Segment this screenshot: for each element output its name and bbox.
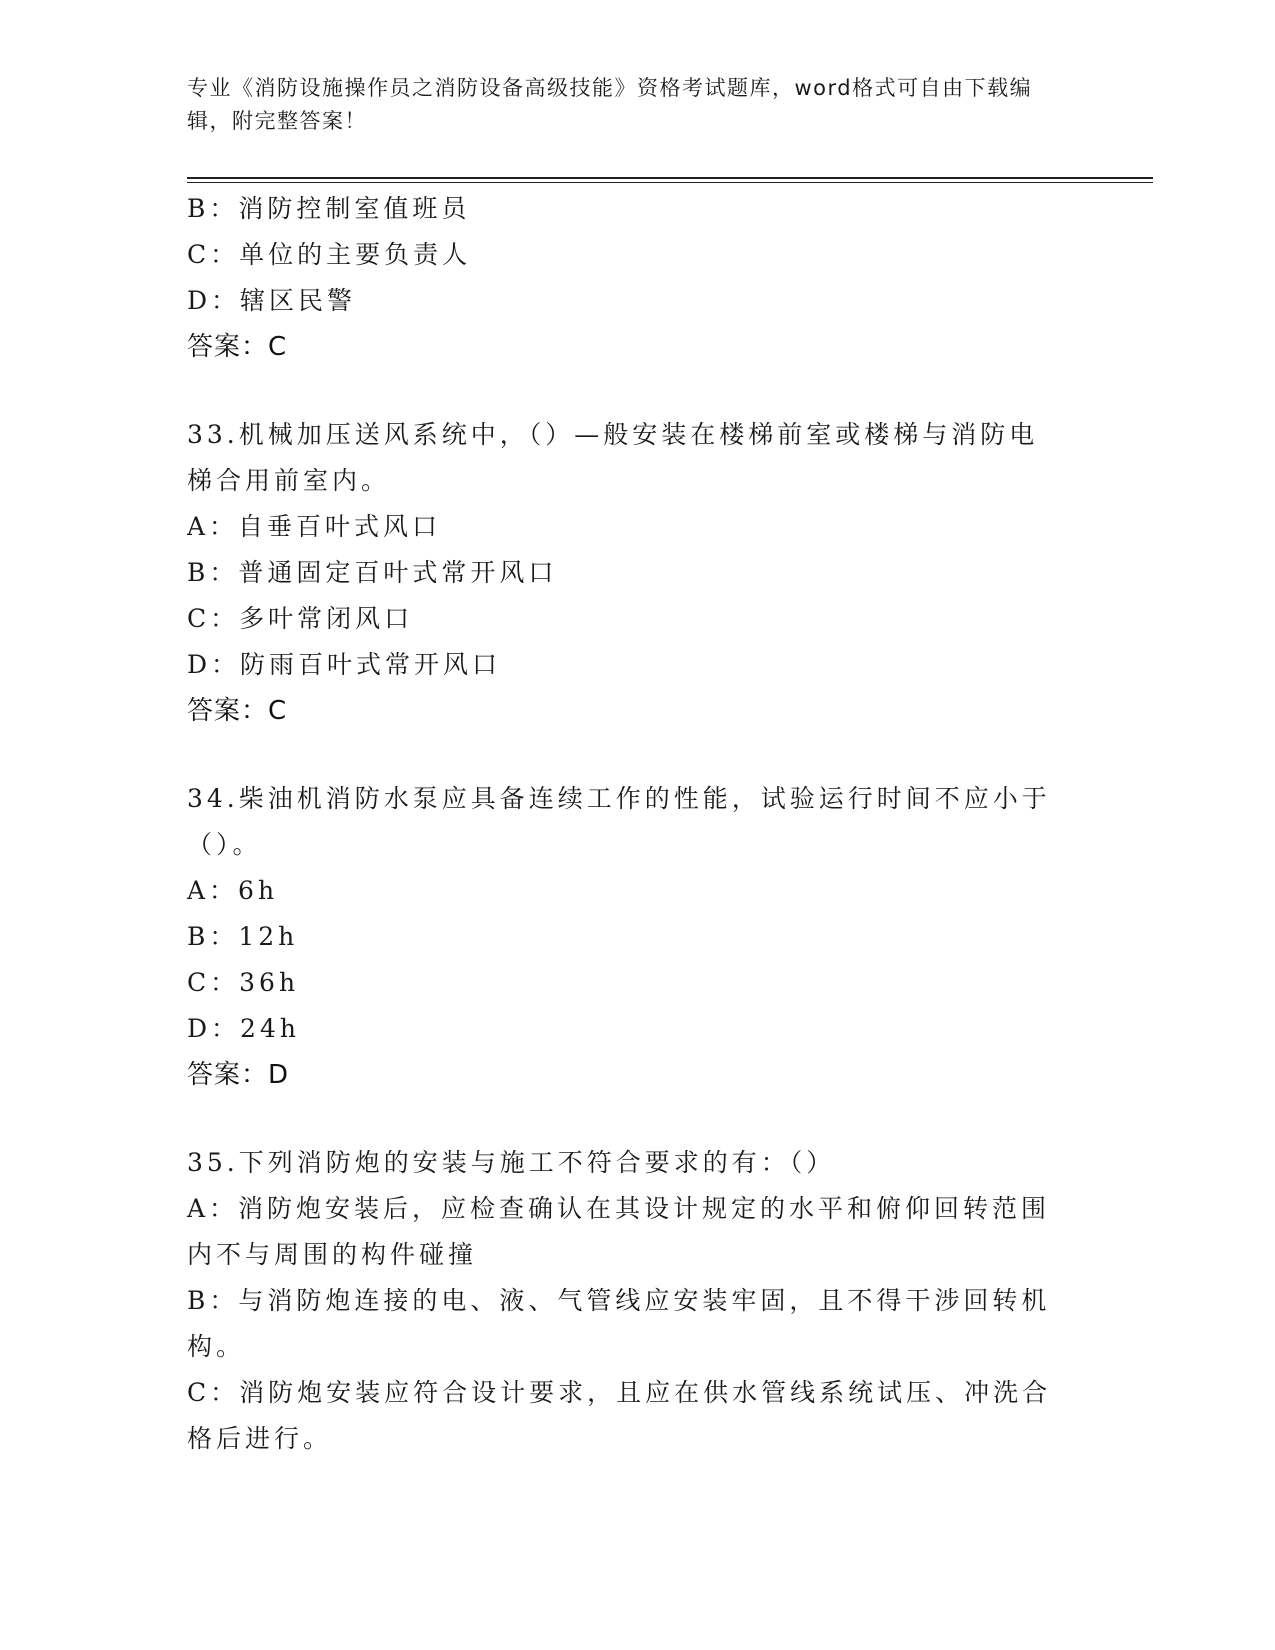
question-block — [187, 186, 1067, 370]
answer-line: 答案：C — [187, 332, 288, 362]
option-d: D：辖区民警 — [187, 286, 357, 315]
page-header: 专业《消防设施操作员之消防设备高级技能》资格考试题库，word格式可自由下载编辑，附完整答案！ — [187, 76, 1033, 133]
option-b: B：消防控制室值班员 — [187, 194, 471, 223]
question-list — [187, 186, 1067, 1462]
question-stem: 35.下列消防炮的安装与施工不符合要求的有：（） — [187, 1148, 836, 1177]
option-d: D：24h — [187, 1014, 300, 1043]
option-b: B：与消防炮连接的电、液、气管线应安装牢固，且不得干涉回转机构。 — [187, 1286, 1051, 1361]
question-stem: 33.机械加压送风系统中，（）—般安装在楼梯前室或楼梯与消防电梯合用前室内。 — [187, 420, 1039, 495]
option-b: B：普通固定百叶式常开风口 — [187, 558, 558, 587]
question-block — [187, 412, 1067, 734]
question-stem: 34.柴油机消防水泵应具备连续工作的性能，试验运行时间不应小于（）。 — [187, 784, 1051, 859]
spacer — [187, 734, 1067, 776]
option-a: A：消防炮安装后，应检查确认在其设计规定的水平和俯仰回转范围内不与周围的构件碰撞 — [187, 1194, 1051, 1269]
option-a: A：6h — [187, 876, 279, 905]
option-c: C：消防炮安装应符合设计要求，且应在供水管线系统试压、冲洗合格后进行。 — [187, 1378, 1052, 1453]
spacer — [187, 1098, 1067, 1140]
answer-line: 答案：C — [187, 696, 288, 726]
option-b: B：12h — [187, 922, 299, 951]
question-block — [187, 1140, 1067, 1462]
option-d: D：防雨百叶式常开风口 — [187, 650, 502, 679]
option-c: C：多叶常闭风口 — [187, 604, 414, 633]
header-divider-thin — [187, 182, 1153, 183]
option-c: C：单位的主要负责人 — [187, 240, 472, 269]
answer-line: 答案：D — [187, 1060, 290, 1090]
question-block — [187, 776, 1067, 1098]
spacer — [187, 370, 1067, 412]
option-c: C：36h — [187, 968, 300, 997]
header-divider-thick — [187, 177, 1153, 179]
option-a: A：自垂百叶式风口 — [187, 512, 442, 541]
